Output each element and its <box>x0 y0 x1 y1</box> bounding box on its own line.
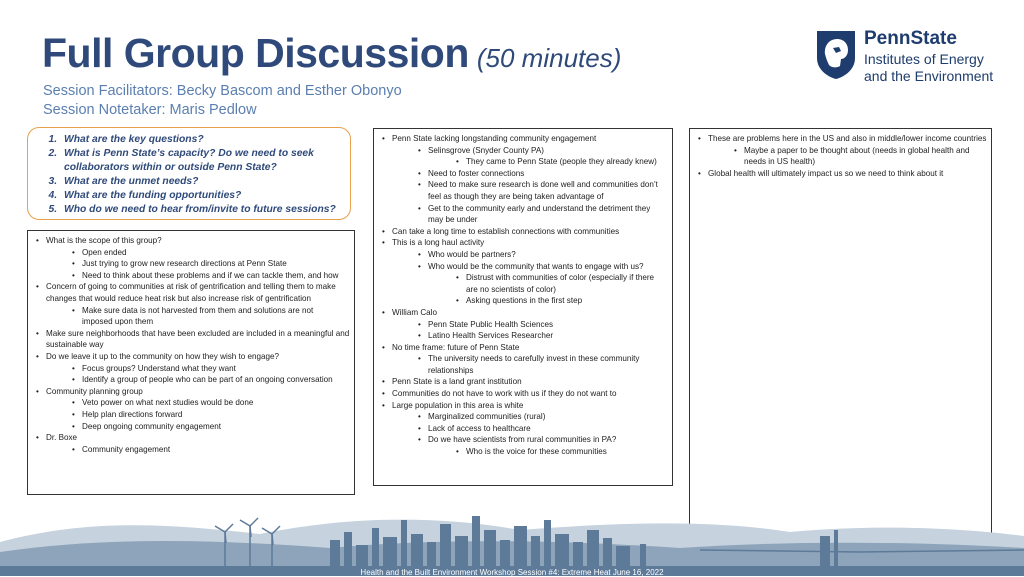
questions-list <box>38 133 340 217</box>
note-bullet: • Who is the voice for these communities <box>378 446 668 458</box>
note-bullet: • Dr. Boxe <box>32 432 350 444</box>
note-bullet: • Community planning group <box>32 386 350 398</box>
question-item: 4. What are the funding opportunities? <box>60 189 340 203</box>
question-item: 2. What is Penn State’s capacity? Do we need to seek collaborators within or outside Penn State? <box>60 147 340 175</box>
note-bullet: • Open ended <box>32 247 350 259</box>
note-bullet: • Just trying to grow new research directions at Penn State <box>32 258 350 270</box>
notes-box-right <box>689 128 992 543</box>
note-bullet: • These are problems here in the US and also in middle/lower income countries <box>694 133 987 145</box>
note-bullet: • Can take a long time to establish connections with communities <box>378 226 668 238</box>
note-bullet: • No time frame: future of Penn State <box>378 342 668 354</box>
discussion-questions-box <box>27 127 351 220</box>
logo-wordmark: PennState <box>864 28 957 49</box>
question-item: 1. What are the key questions? <box>60 133 340 147</box>
note-bullet: • Penn State Public Health Sciences <box>378 319 668 331</box>
note-bullet: • Communities do not have to work with us if they do not want to <box>378 388 668 400</box>
notetaker-line: Session Notetaker: Maris Pedlow <box>43 102 257 118</box>
note-bullet: • Make sure neighborhoods that have been excluded are included in a meaningful and sustainable way <box>32 328 350 351</box>
notes-box-left <box>27 230 355 495</box>
logo-line-3: and the Environment <box>864 68 994 84</box>
note-bullet: • Who would be the community that wants to engage with us? <box>378 261 668 273</box>
note-bullet: • Latino Health Services Researcher <box>378 330 668 342</box>
note-bullet: • Large population in this area is white <box>378 400 668 412</box>
note-bullet: • They came to Penn State (people they already knew) <box>378 156 668 168</box>
question-item: 3. What are the unmet needs? <box>60 175 340 189</box>
note-bullet: • Who would be partners? <box>378 249 668 261</box>
session-credits <box>43 82 402 120</box>
notes-list-middle <box>378 133 668 458</box>
note-bullet: • William Calo <box>378 307 668 319</box>
city-skyline-illustration <box>0 490 1024 576</box>
nittany-lion-shield-icon <box>814 28 858 80</box>
note-bullet: • Global health will ultimately impact us so we need to think about it <box>694 168 987 180</box>
note-bullet: • Selinsgrove (Snyder County PA) <box>378 145 668 157</box>
note-bullet: • Need to think about these problems and if we can tackle them, and how <box>32 270 350 282</box>
slide-title <box>42 30 621 77</box>
note-bullet: • Concern of going to communities at risk of gentrification and telling them to make changes that would reduce heat risk but also increase risk of gentrification <box>32 281 350 304</box>
note-bullet: • Make sure data is not harvested from them and solutions are not imposed upon them <box>32 305 350 328</box>
note-bullet: • Marginalized communities (rural) <box>378 411 668 423</box>
note-bullet: • Help plan directions forward <box>32 409 350 421</box>
question-item: 5. Who do we need to hear from/invite to future sessions? <box>60 203 340 217</box>
note-bullet: • Get to the community early and understand the detriment they may be under <box>378 203 668 226</box>
note-bullet: • Need to foster connections <box>378 168 668 180</box>
footer-caption: Health and the Built Environment Workshop Session #4: Extreme Heat June 16, 2022 <box>360 568 664 577</box>
facilitators-line: Session Facilitators: Becky Bascom and Esther Obonyo <box>43 83 402 99</box>
note-bullet: • What is the scope of this group? <box>32 235 350 247</box>
note-bullet: • Identify a group of people who can be part of an ongoing conversation <box>32 374 350 386</box>
note-bullet: • Penn State is a land grant institution <box>378 376 668 388</box>
note-bullet: • Deep ongoing community engagement <box>32 421 350 433</box>
notes-list-right <box>694 133 987 179</box>
note-bullet: • Do we have scientists from rural communities in PA? <box>378 434 668 446</box>
notes-list-left <box>32 235 350 455</box>
note-bullet: • Lack of access to healthcare <box>378 423 668 435</box>
note-bullet: • Community engagement <box>32 444 350 456</box>
note-bullet: • Do we leave it up to the community on how they wish to engage? <box>32 351 350 363</box>
logo-line-2: Institutes of Energy <box>864 51 984 67</box>
note-bullet: • Distrust with communities of color (especially if there are no scientists of color) <box>378 272 668 295</box>
note-bullet: • This is a long haul activity <box>378 237 668 249</box>
note-bullet: • The university needs to carefully invest in these community relationships <box>378 353 668 376</box>
title-main: Full Group Discussion <box>42 30 469 76</box>
note-bullet: • Penn State lacking longstanding community engagement <box>378 133 668 145</box>
note-bullet: • Asking questions in the first step <box>378 295 668 307</box>
notes-box-middle <box>373 128 673 486</box>
pennstate-logo <box>812 26 1012 86</box>
note-bullet: • Need to make sure research is done well and communities don’t feel as though they are being taken advantage of <box>378 179 668 202</box>
note-bullet: • Focus groups? Understand what they want <box>32 363 350 375</box>
note-bullet: • Veto power on what next studies would be done <box>32 397 350 409</box>
title-duration: (50 minutes) <box>476 43 622 73</box>
note-bullet: • Maybe a paper to be thought about (needs in global health and needs in US health) <box>694 145 987 168</box>
